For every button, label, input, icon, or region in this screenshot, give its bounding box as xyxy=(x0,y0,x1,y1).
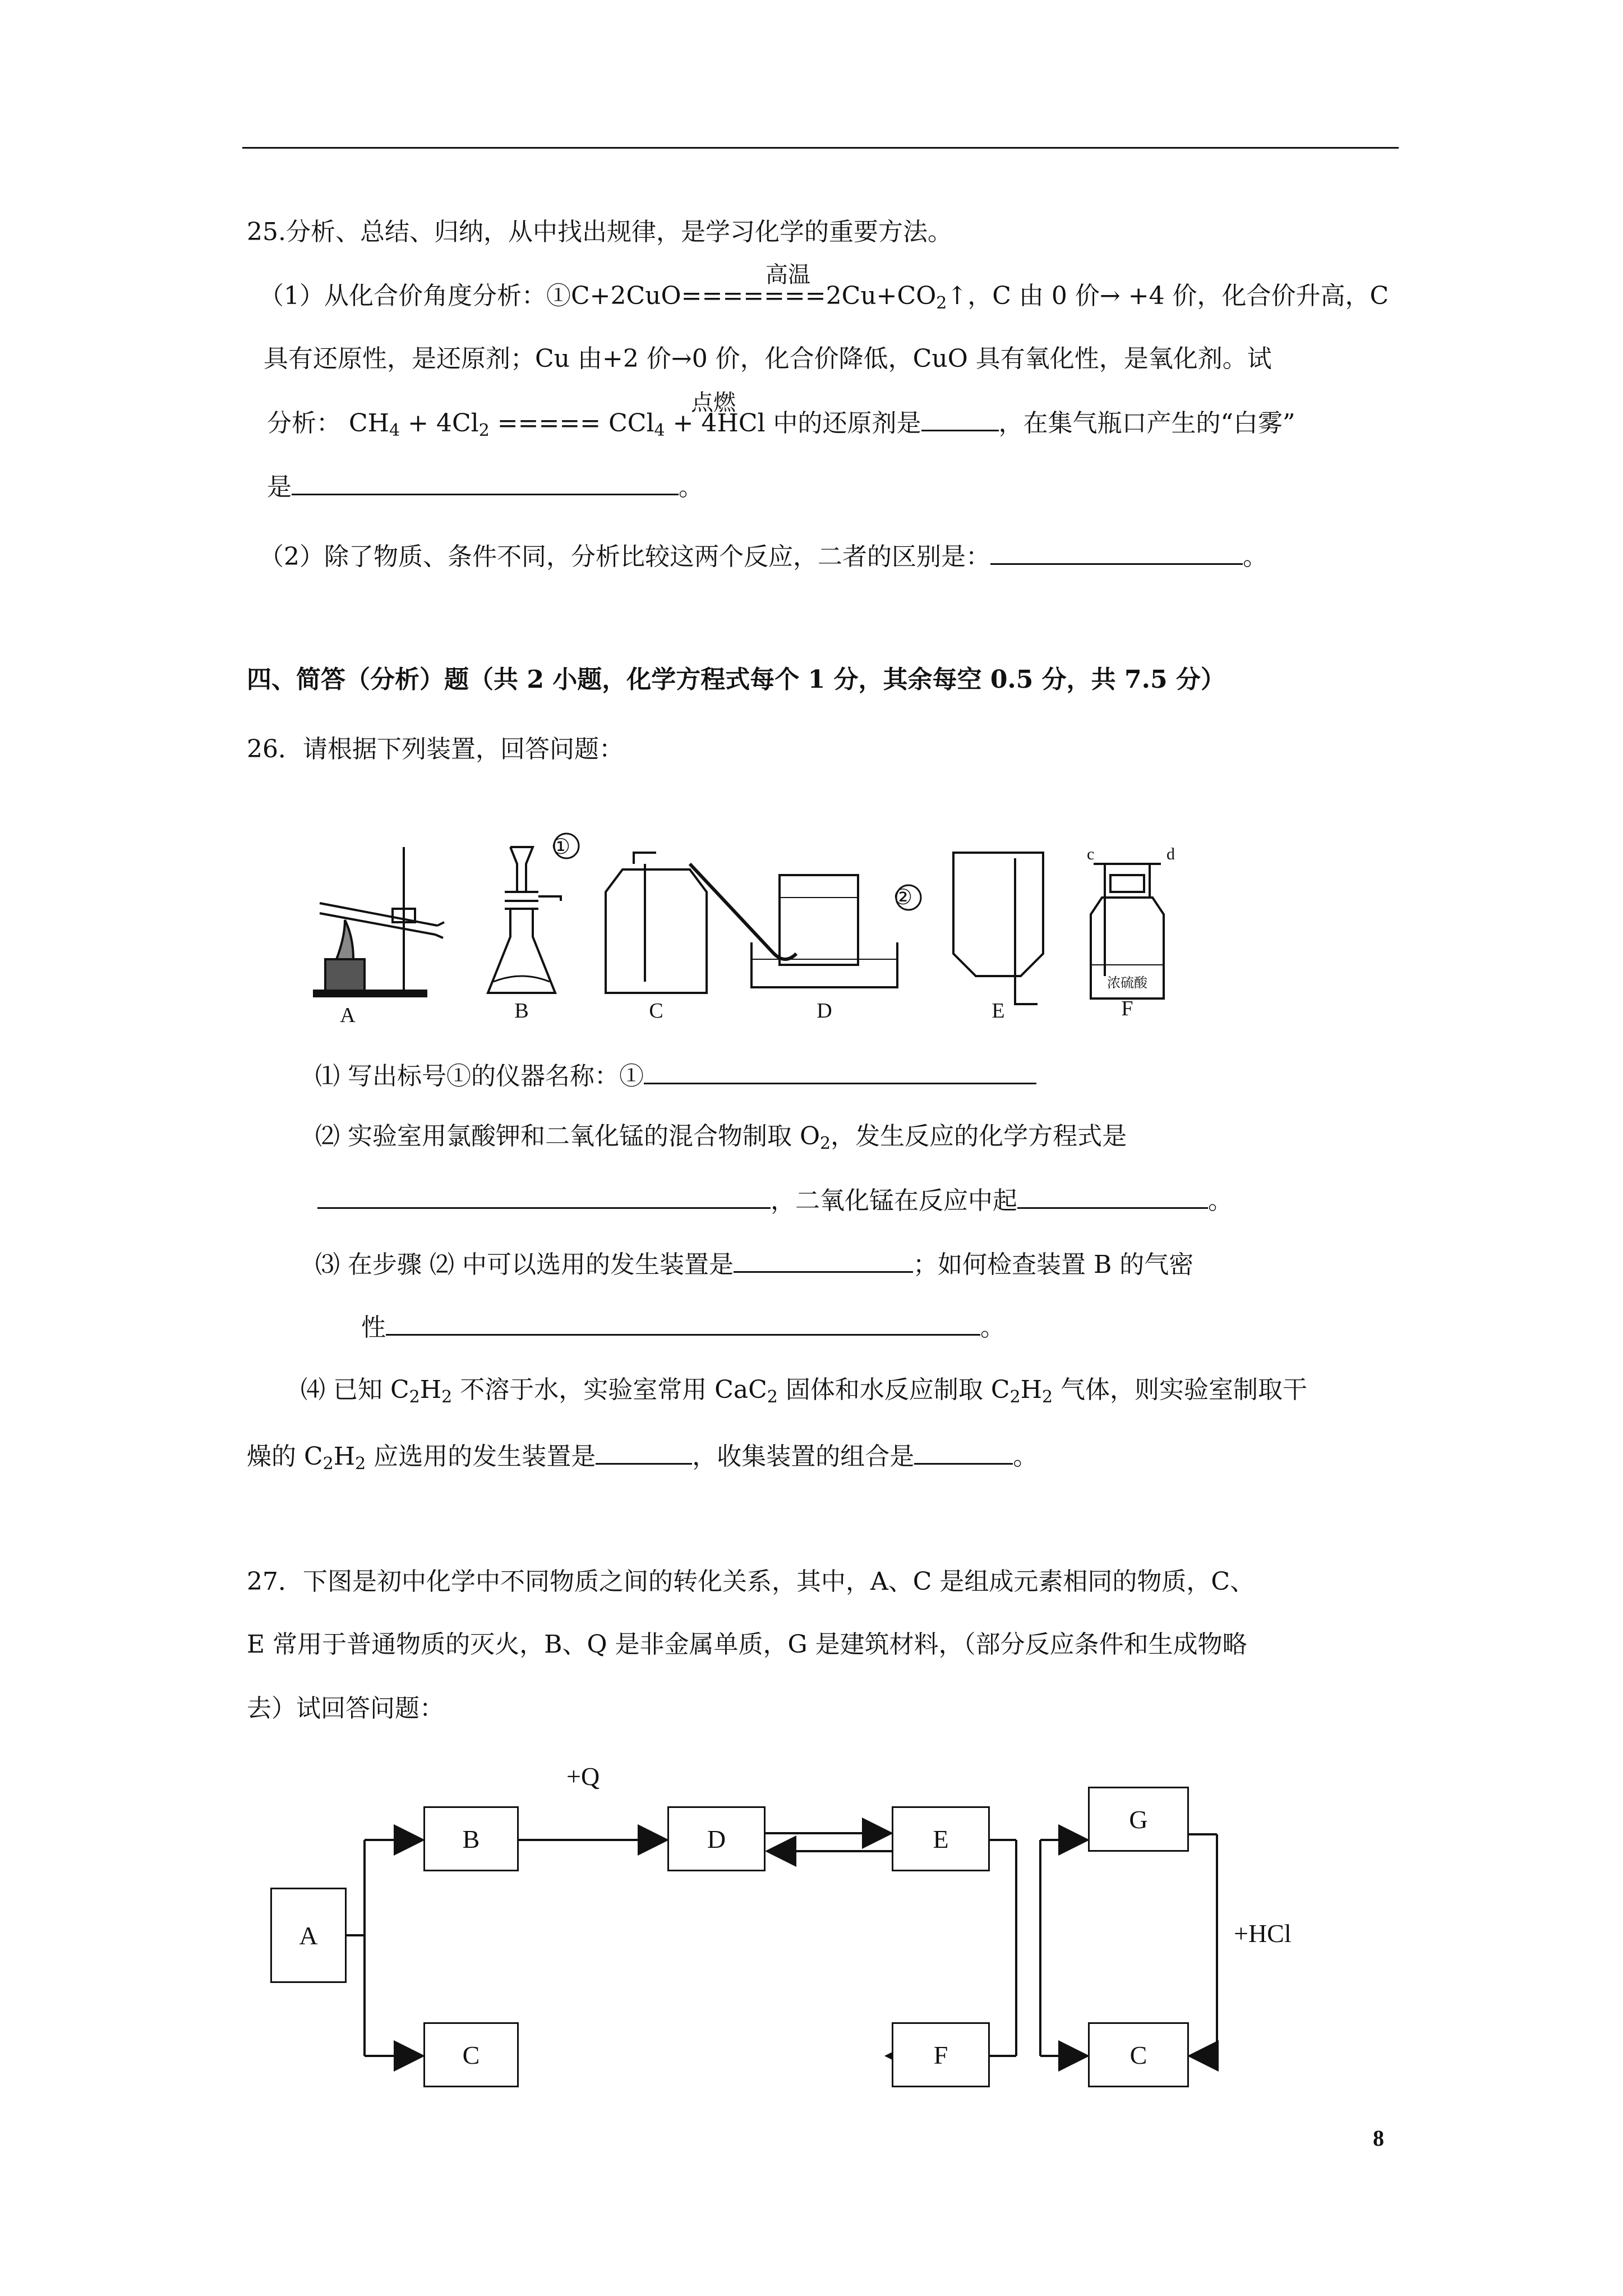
condition-high-temp: 高温 xyxy=(766,262,810,288)
q27-line3: 去）试回答问题： xyxy=(247,1694,444,1723)
condition-ignite: 点燃 xyxy=(691,390,736,416)
port-c: c xyxy=(1087,845,1095,863)
label-plus-hcl: +HCl xyxy=(1234,1919,1292,1948)
q25-part1-line1: （1）从化合价角度分析：$①C+2CuO=======2Cu+CO_2↑$，C 由 0 价→ +4 价，化合价升高，C xyxy=(259,282,1389,313)
q25-part1-line3: 分析： $CH_4 + 4Cl_2$ ===== CCl$_4$ + 4HCl 中的还原剂是 ，在集气瓶口产生的“白雾” xyxy=(267,405,1295,440)
node-e: E xyxy=(892,1806,990,1871)
q26-step2-line2: ，二氧化锰在反应中起 。 xyxy=(317,1182,1233,1218)
q26-title: 26．请根据下列装置，回答问题： xyxy=(247,735,624,763)
label-e: E xyxy=(992,999,1005,1023)
q26-step4-line2: 燥的 $C_2H_2$ 应选用的发生装置是 ，收集装置的组合是 。 xyxy=(247,1438,1038,1474)
label-a: A xyxy=(340,1004,356,1027)
q25-title: 25.分析、总结、归纳，从中找出规律，是学习化学的重要方法。 xyxy=(247,218,952,246)
node-c-right: C xyxy=(1088,2022,1189,2087)
q25-part2: （2）除了物质、条件不同，分析比较这两个反应，二者的区别是： 。 xyxy=(259,539,1267,574)
label-f: F xyxy=(1121,997,1133,1020)
node-d: D xyxy=(667,1806,766,1871)
node-b: B xyxy=(423,1806,519,1871)
f-bottle-text: 浓硫酸 xyxy=(1107,976,1147,991)
q25-part1-line2: 具有还原性，是还原剂；Cu 由+2 价→0 价，化合价降低，CuO 具有氧化性，是氧化剂。试 xyxy=(264,344,1272,373)
label-plus-q: +Q xyxy=(566,1762,600,1791)
q26-step1: ⑴ 写出标号①的仪器名称：① xyxy=(315,1058,1036,1093)
q26-step2-line1: ⑵ 实验室用氯酸钾和二氧化锰的混合物制取 $O_2$，发生反应的化学方程式是 xyxy=(315,1122,1127,1153)
port-d: d xyxy=(1166,845,1175,863)
label-b: B xyxy=(514,999,529,1023)
q26-step3-line1: ⑶ 在步骤 ⑵ 中可以选用的发生装置是 ；如何检查装置 B 的气密 xyxy=(315,1246,1193,1282)
q27-line1: 27．下图是初中化学中不同物质之间的转化关系，其中，A、C 是组成元素相同的物质，C、 xyxy=(247,1567,1255,1596)
q26-step3-line2: 性 。 xyxy=(361,1309,1005,1345)
q26-step4-line1: ⑷ 已知 $C_2H_2$ 不溶于水，实验室常用 CaC$_2$ 固体和水反应制取 $C_2H_2$ 气体，则实验室制取干 xyxy=(301,1375,1308,1407)
mark-2: ② xyxy=(893,886,913,909)
label-c: C xyxy=(649,999,663,1023)
section-4-heading: 四、简答（分析）题（共 2 小题，化学方程式每个 1 分，其余每空 0.5 分，共 7.5 分） xyxy=(247,665,1225,694)
node-a: A xyxy=(270,1888,347,1983)
node-c-left: C xyxy=(423,2022,519,2087)
node-f: F xyxy=(892,2022,990,2087)
page-number: 8 xyxy=(1373,2125,1384,2151)
label-d: D xyxy=(817,999,832,1023)
mark-1: ① xyxy=(551,835,571,859)
q27-line2: E 常用于普通物质的灭火，B、Q 是非金属单质，G 是建筑材料，（部分反应条件和生成物略 xyxy=(247,1630,1247,1659)
node-g: G xyxy=(1088,1787,1189,1852)
q25-part1-line4: 是 。 xyxy=(267,469,703,504)
